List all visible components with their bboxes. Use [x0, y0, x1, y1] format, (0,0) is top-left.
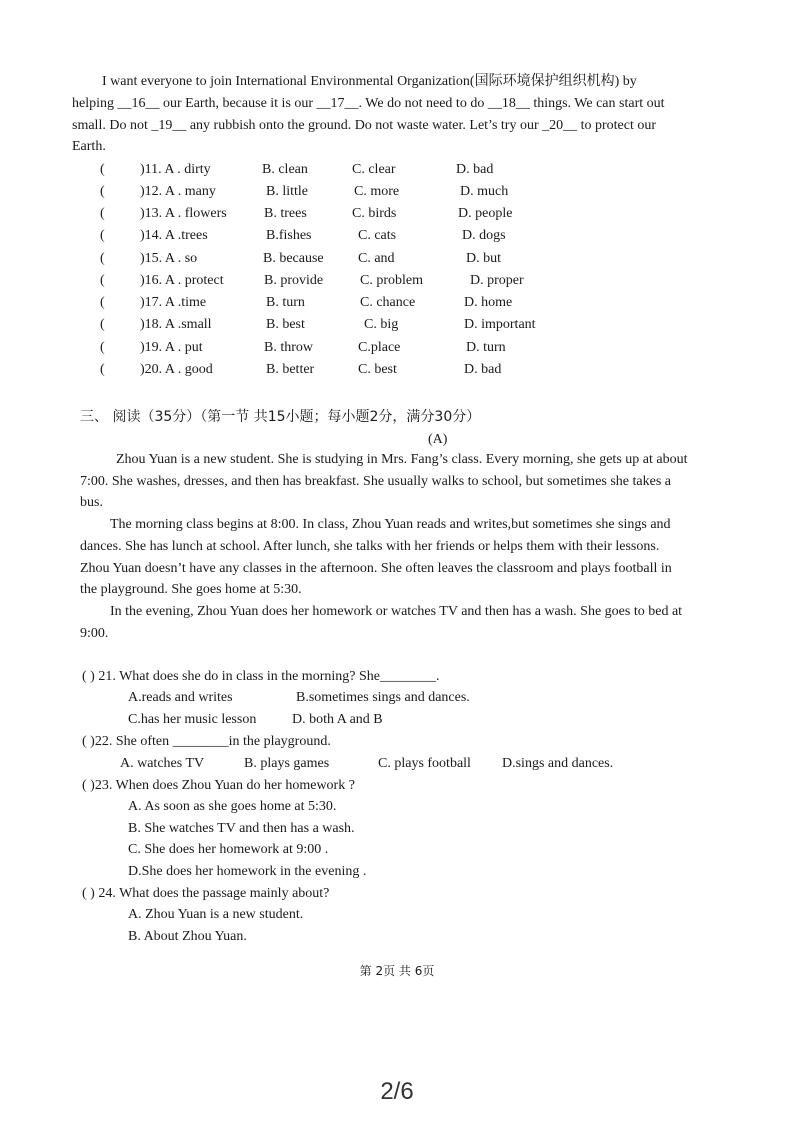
option-b: B. little [266, 184, 308, 199]
answer-paren: ( [100, 273, 105, 288]
option-a: )16. A . protect [140, 273, 224, 288]
q23-option-d: D.She does her homework in the evening . [128, 864, 367, 879]
option-a: )15. A . so [140, 251, 198, 266]
option-d: D. proper [470, 273, 524, 288]
answer-paren: ( [100, 228, 105, 243]
q21-option-a: A.reads and writes [128, 690, 233, 705]
option-d: D. but [466, 251, 501, 266]
option-b: B. trees [264, 206, 307, 221]
question-24: ( ) 24. What does the passage mainly about? [82, 886, 330, 901]
q24-option-b: B. About Zhou Yuan. [128, 929, 247, 944]
option-d: D. important [464, 317, 536, 332]
question-21: ( ) 21. What does she do in class in the morning? She________. [82, 669, 440, 684]
page-number: 2/6 [380, 1078, 414, 1105]
option-c: C. problem [360, 273, 423, 288]
cloze-option-row [100, 181, 660, 203]
option-c: C. more [354, 184, 400, 199]
q21-option-d: D. both A and B [292, 712, 383, 727]
q22-option-a: A. watches TV [120, 756, 205, 771]
cloze-option-row [100, 159, 660, 181]
passage-line: dances. She has lunch at school. After lunch, she talks with her friends or helps them with their lessons. [80, 539, 660, 554]
cloze-line-1: I want everyone to join International Environmental Organization(国际环境保护组织机构) by [102, 74, 637, 89]
option-a: )13. A . flowers [140, 206, 227, 221]
option-a: )18. A .small [140, 317, 212, 332]
passage-line: bus. [80, 495, 103, 510]
option-c: C. cats [358, 228, 397, 243]
option-c: C. big [364, 317, 399, 332]
cloze-line-3: small. Do not _19__ any rubbish onto the ground. Do not waste water. Let’s try our _20__ to protect our [72, 118, 657, 133]
option-c: C. chance [360, 295, 416, 310]
option-d: D. much [460, 184, 509, 199]
option-b: B. clean [262, 162, 308, 177]
answer-paren: ( [100, 162, 105, 177]
option-b: B. better [266, 362, 315, 377]
option-d: D. dogs [462, 228, 506, 243]
option-a: )20. A . good [140, 362, 213, 377]
q22-option-b: B. plays games [244, 756, 330, 771]
option-c: C. birds [352, 206, 397, 221]
option-b: B. throw [264, 340, 313, 355]
q23-option-c: C. She does her homework at 9:00 . [128, 842, 329, 857]
option-c: C. clear [352, 162, 396, 177]
option-a: )17. A .time [140, 295, 207, 310]
option-c: C. and [358, 251, 395, 266]
option-d: D. bad [456, 162, 494, 177]
passage-label: (A) [428, 432, 448, 447]
option-b: B.fishes [266, 228, 312, 243]
cloze-option-row [100, 203, 660, 225]
passage-line: the playground. She goes home at 5:30. [80, 582, 302, 597]
answer-paren: ( [100, 362, 105, 377]
passage-line: 7:00. She washes, dresses, and then has breakfast. She usually walks to school, but sometimes she takes a [80, 474, 672, 489]
answer-paren: ( [100, 295, 105, 310]
q22-option-d: D.sings and dances. [502, 756, 614, 771]
cloze-line-2: helping __16__ our Earth, because it is our __17__. We do not need to do __18__ things. We can start out [72, 96, 665, 111]
cloze-option-row [100, 248, 660, 270]
cloze-option-row [100, 292, 660, 314]
option-d: D. bad [464, 362, 502, 377]
section-heading: 三、 阅读（35分）（第一节 共15小题；每小题2分，满分30分） [80, 409, 481, 425]
option-b: B. because [263, 251, 324, 266]
option-d: D. turn [466, 340, 506, 355]
passage-line: 9:00. [80, 626, 109, 641]
question-23: ( )23. When does Zhou Yuan do her homework ? [82, 778, 355, 793]
answer-paren: ( [100, 317, 105, 332]
option-c: C. best [358, 362, 397, 377]
q23-option-a: A. As soon as she goes home at 5:30. [128, 799, 337, 814]
cloze-option-row [100, 359, 660, 381]
option-b: B. turn [266, 295, 305, 310]
option-a: )11. A . dirty [140, 162, 211, 177]
page-footer: 第 2页 共 6页 [359, 964, 435, 978]
q24-option-a: A. Zhou Yuan is a new student. [128, 907, 304, 922]
question-22: ( )22. She often ________in the playground. [82, 734, 331, 749]
cloze-option-row [100, 337, 660, 359]
option-d: D. home [464, 295, 513, 310]
q23-option-b: B. She watches TV and then has a wash. [128, 821, 355, 836]
cloze-line-4: Earth. [72, 139, 106, 154]
passage-line: Zhou Yuan is a new student. She is studying in Mrs. Fang’s class. Every morning, she gets up at about [116, 452, 688, 467]
q22-option-c: C. plays football [378, 756, 471, 771]
cloze-option-row [100, 270, 660, 292]
passage-line: In the evening, Zhou Yuan does her homework or watches TV and then has a wash. She goes to bed at [110, 604, 683, 619]
option-a: )12. A . many [140, 184, 216, 199]
answer-paren: ( [100, 340, 105, 355]
cloze-option-row [100, 314, 660, 336]
option-a: )19. A . put [140, 340, 203, 355]
answer-paren: ( [100, 206, 105, 221]
q21-option-c: C.has her music lesson [128, 712, 257, 727]
option-b: B. provide [264, 273, 324, 288]
option-a: )14. A .trees [140, 228, 208, 243]
passage-line: The morning class begins at 8:00. In class, Zhou Yuan reads and writes,but sometimes she sings and [110, 517, 671, 532]
passage-line: Zhou Yuan doesn’t have any classes in the afternoon. She often leaves the classroom and plays football in [80, 561, 672, 576]
answer-paren: ( [100, 251, 105, 266]
option-d: D. people [458, 206, 513, 221]
cloze-option-row [100, 225, 660, 247]
answer-paren: ( [100, 184, 105, 199]
option-c: C.place [358, 340, 401, 355]
q21-option-b: B.sometimes sings and dances. [296, 690, 470, 705]
option-b: B. best [266, 317, 305, 332]
